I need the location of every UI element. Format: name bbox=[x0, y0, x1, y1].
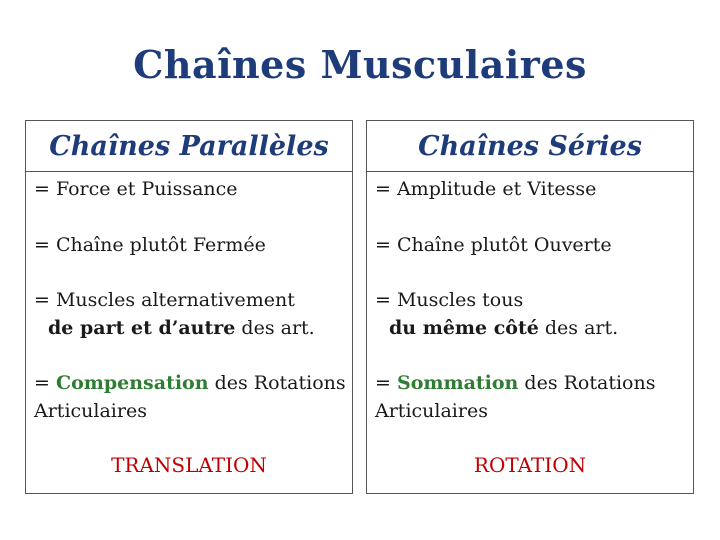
serial-amplitude-row: = Amplitude et Vitesse bbox=[375, 178, 597, 200]
parallel-muscles-line2 bbox=[34, 314, 346, 342]
serial-muscles-row bbox=[375, 286, 687, 342]
serial-summation-rest: des Rotations bbox=[518, 372, 656, 394]
serial-chains-column bbox=[366, 120, 694, 494]
rotation-label: ROTATION bbox=[473, 453, 587, 477]
translation-label: TRANSLATION bbox=[111, 453, 267, 477]
serial-summation-row bbox=[375, 369, 687, 425]
parallel-muscles-emphasis: de part et d’autre bbox=[48, 317, 236, 339]
parallel-chain-type-row: = Chaîne plutôt Fermée bbox=[34, 234, 266, 256]
parallel-muscles-row bbox=[34, 286, 346, 342]
serial-summation-prefix: = bbox=[375, 372, 397, 394]
serial-summation-line1 bbox=[375, 369, 687, 397]
parallel-muscles-rest: des art. bbox=[235, 317, 315, 339]
serial-muscles-line2 bbox=[375, 314, 687, 342]
parallel-compensation-line1 bbox=[34, 369, 346, 397]
parallel-muscles-line1: = Muscles alternativement bbox=[34, 289, 295, 311]
compensation-keyword: Compensation bbox=[55, 372, 209, 394]
parallel-compensation-line2: Articulaires bbox=[34, 400, 147, 422]
parallel-chains-heading: Chaînes Parallèles bbox=[26, 121, 352, 172]
parallel-compensation-prefix: = bbox=[34, 372, 56, 394]
parallel-chains-column bbox=[25, 120, 353, 494]
parallel-compensation-rest: des Rotations bbox=[208, 372, 346, 394]
serial-muscles-emphasis: du même côté bbox=[389, 317, 539, 339]
serial-muscles-line1: = Muscles tous bbox=[375, 289, 524, 311]
summation-keyword: Sommation bbox=[396, 372, 519, 394]
parallel-force-row: = Force et Puissance bbox=[34, 178, 238, 200]
page-title: Chaînes Musculaires bbox=[133, 42, 587, 87]
serial-summation-line2: Articulaires bbox=[375, 400, 488, 422]
serial-muscles-rest: des art. bbox=[538, 317, 619, 339]
parallel-compensation-row bbox=[34, 369, 346, 425]
serial-chains-heading: Chaînes Séries bbox=[367, 121, 693, 172]
serial-chain-type-row: = Chaîne plutôt Ouverte bbox=[375, 234, 612, 256]
